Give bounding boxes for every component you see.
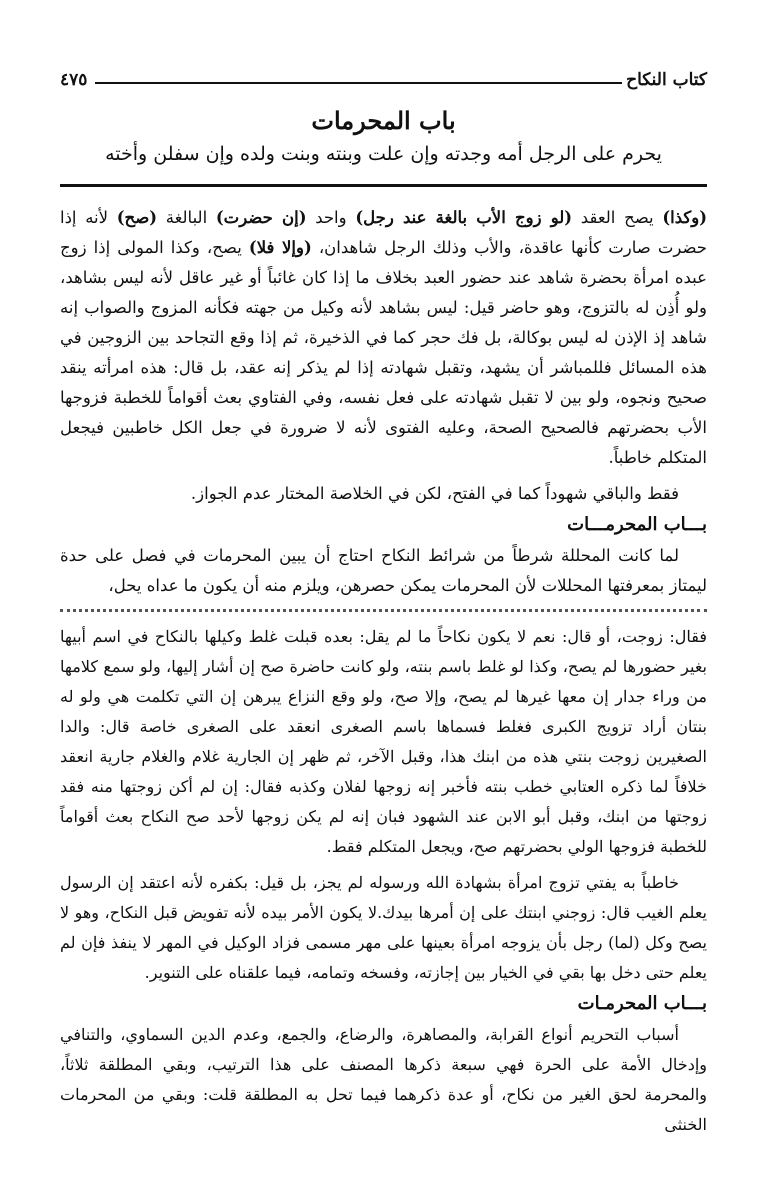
commentary-block [60, 203, 707, 601]
matn-quote: (صح) [116, 208, 158, 227]
header-rule [95, 82, 622, 84]
commentary-text: يصح، وكذا المولى إذا زوج عبده امرأة بحضرة شاهد عند حضور العبد بخلاف ما إذا كان غائباً أو غير عاقل لأنه ليس بشاهد، ولو أُذِن له بالتزوج، وهو حاضر قيل: ليس بشاهد لأنه وكيل من جهته فكأنه المزوج والصواب إنه شاهد إذ الإذن له ليس بوكالة، بل فك حجر كما في الذخيرة، ثم إذا وقع التجاحد بين الزوجين في هذه المسائل فللمباشر أن يشهد، وتقبل شهادته إذا لم يذكر إنه عقد، بل قال: هذه امرأته ينقد صحيح ونجوه، ولو بين لا تقبل شهادته على فعل نفسه، وفي الفتاوي بعث أقواماً للخطبة فزوجها الأب بحضرتهم فالصحيح الصحة، وعليه الفتوى لأنه لا ضرورة في جعل الكل خاطبين فيجعل المتكلم خاطباً. [60, 238, 707, 467]
page-number: ٤٧٥ [60, 70, 88, 90]
book-page [60, 60, 707, 1140]
matn-text: يحرم على الرجل أمه وجدته وإن علت وبنته وبنت ولده وإن سفلن وأخته [105, 143, 662, 165]
section-heading: بـــاب المحرمـــات [567, 514, 707, 535]
matn-quote: (لو زوج الأب بالغة عند رجل) [355, 208, 573, 227]
running-header [60, 60, 707, 90]
commentary-paragraph: لما كانت المحللة شرطاً من شرائط النكاح احتاج أن يبين المحرمات في فصل على حدة ليمتاز بمعرفتها المحللات لأن المحرمات يمكن حصرهن، ويلزم منه أن يكون ما عداه يحل، [60, 546, 707, 595]
footnote-paragraph [60, 868, 707, 988]
commentary-text: خاطباً به يفتي تزوج امرأة بشهادة الله ورسوله لم يجز، بل قيل: بكفره لأنه اعتقد إن الرسول يعلم الغيب قال: زوجني ابنتك على إن أمرها بيدك.لا يكون الأمر بيده لأنه تفويض قبل النكاح، وهو لا يصح وكل [60, 873, 707, 952]
commentary-text: يصح العقد [572, 208, 663, 227]
matn-quote: (وإلا فلا) [248, 238, 312, 257]
commentary-text: واحد [306, 208, 356, 227]
matn-divider [60, 184, 707, 187]
dotted-separator [60, 609, 707, 612]
matn-quote: (لما) [608, 933, 640, 952]
section-heading: بـــاب المحرمـات [577, 993, 707, 1014]
matn-quote: (إن حضرت) [215, 208, 307, 227]
footnote-paragraph: فقال: زوجت، أو قال: نعم لا يكون نكاحاً ما لم يقل: بعده قبلت غلط وكيلها بالنكاح في اسم أبيها بغير حضورها لم يصح، وكذا لو غلط باسم بنته، ولو كانت حاضرة صح إن أشار إليها، ولو سمع كلامها من وراء جدار إن معها غيرها لم يصح، وإلا صح، ولو وقع النزاع يبرهن إن التي تكلمت هي ولو له بنتان أراد تزويج الكبرى فغلط فسماها باسم الصغرى انعقد على الصغرى خاصة قال: والدا الصغيرين زوجت بنتي هذه من ابنك هذا، وقبل الآخر، ثم ظهر إن الجارية غلام والغلام جارية انعقد خلافاً لما ذكره العتابي خطب بنته فأخبر إنه زوجها لفلان وكذبه فقال: إن لم أكن زوجتها منه فقد زوجتها من ابنك، وقبل أبو الابن عند الشهود فبان إنه لم يكن زوجها لأحد صح النكاح بعث أقواماً للخطبة فزوجها الولي بحضرتهم صح، ويجعل المتكلم فقط. [60, 627, 708, 856]
commentary-text: البالغة [157, 208, 216, 227]
chapter-title: باب المحرمات [311, 106, 456, 135]
commentary-paragraph: فقط والباقي شهوداً كما في الفتح، لكن في الخلاصة المختار عدم الجواز. [190, 484, 679, 503]
commentary-text: رجل بأن يزوجه امرأة بعينها على مهر مسمى فزاد الوكيل في المهر لا ينفذ فإن لم يعلم حتى دخل بها بقي في الخيار بين إجازته، وفسخه وتمامه، فيما علقناه على التنوير. [60, 933, 707, 982]
book-title: كتاب النكاح [626, 70, 707, 90]
footnote-paragraph: أسباب التحريم أنواع القرابة، والمصاهرة، والرضاع، والجمع، وعدم الدين السماوي، والتنافي وإدخال الأمة على الحرة فهي سبعة ذكرها المصنف على هذا الترتيب، وبقي المطلقة ثلاثاً، والمحرمة لحق الغير من نكاح، أو عدة ذكرهما فيما تحل به المطلقة قلت: وبقي من المحرمات الخنثى [60, 1025, 707, 1134]
matn-quote: (وكذا) [662, 208, 707, 227]
commentary-text: لأنه إذا حضرت صارت كأنها عاقدة، والأب وذلك الرجل شاهدان، [60, 208, 707, 257]
footnote-block [60, 622, 707, 1140]
commentary-paragraph [60, 203, 707, 473]
